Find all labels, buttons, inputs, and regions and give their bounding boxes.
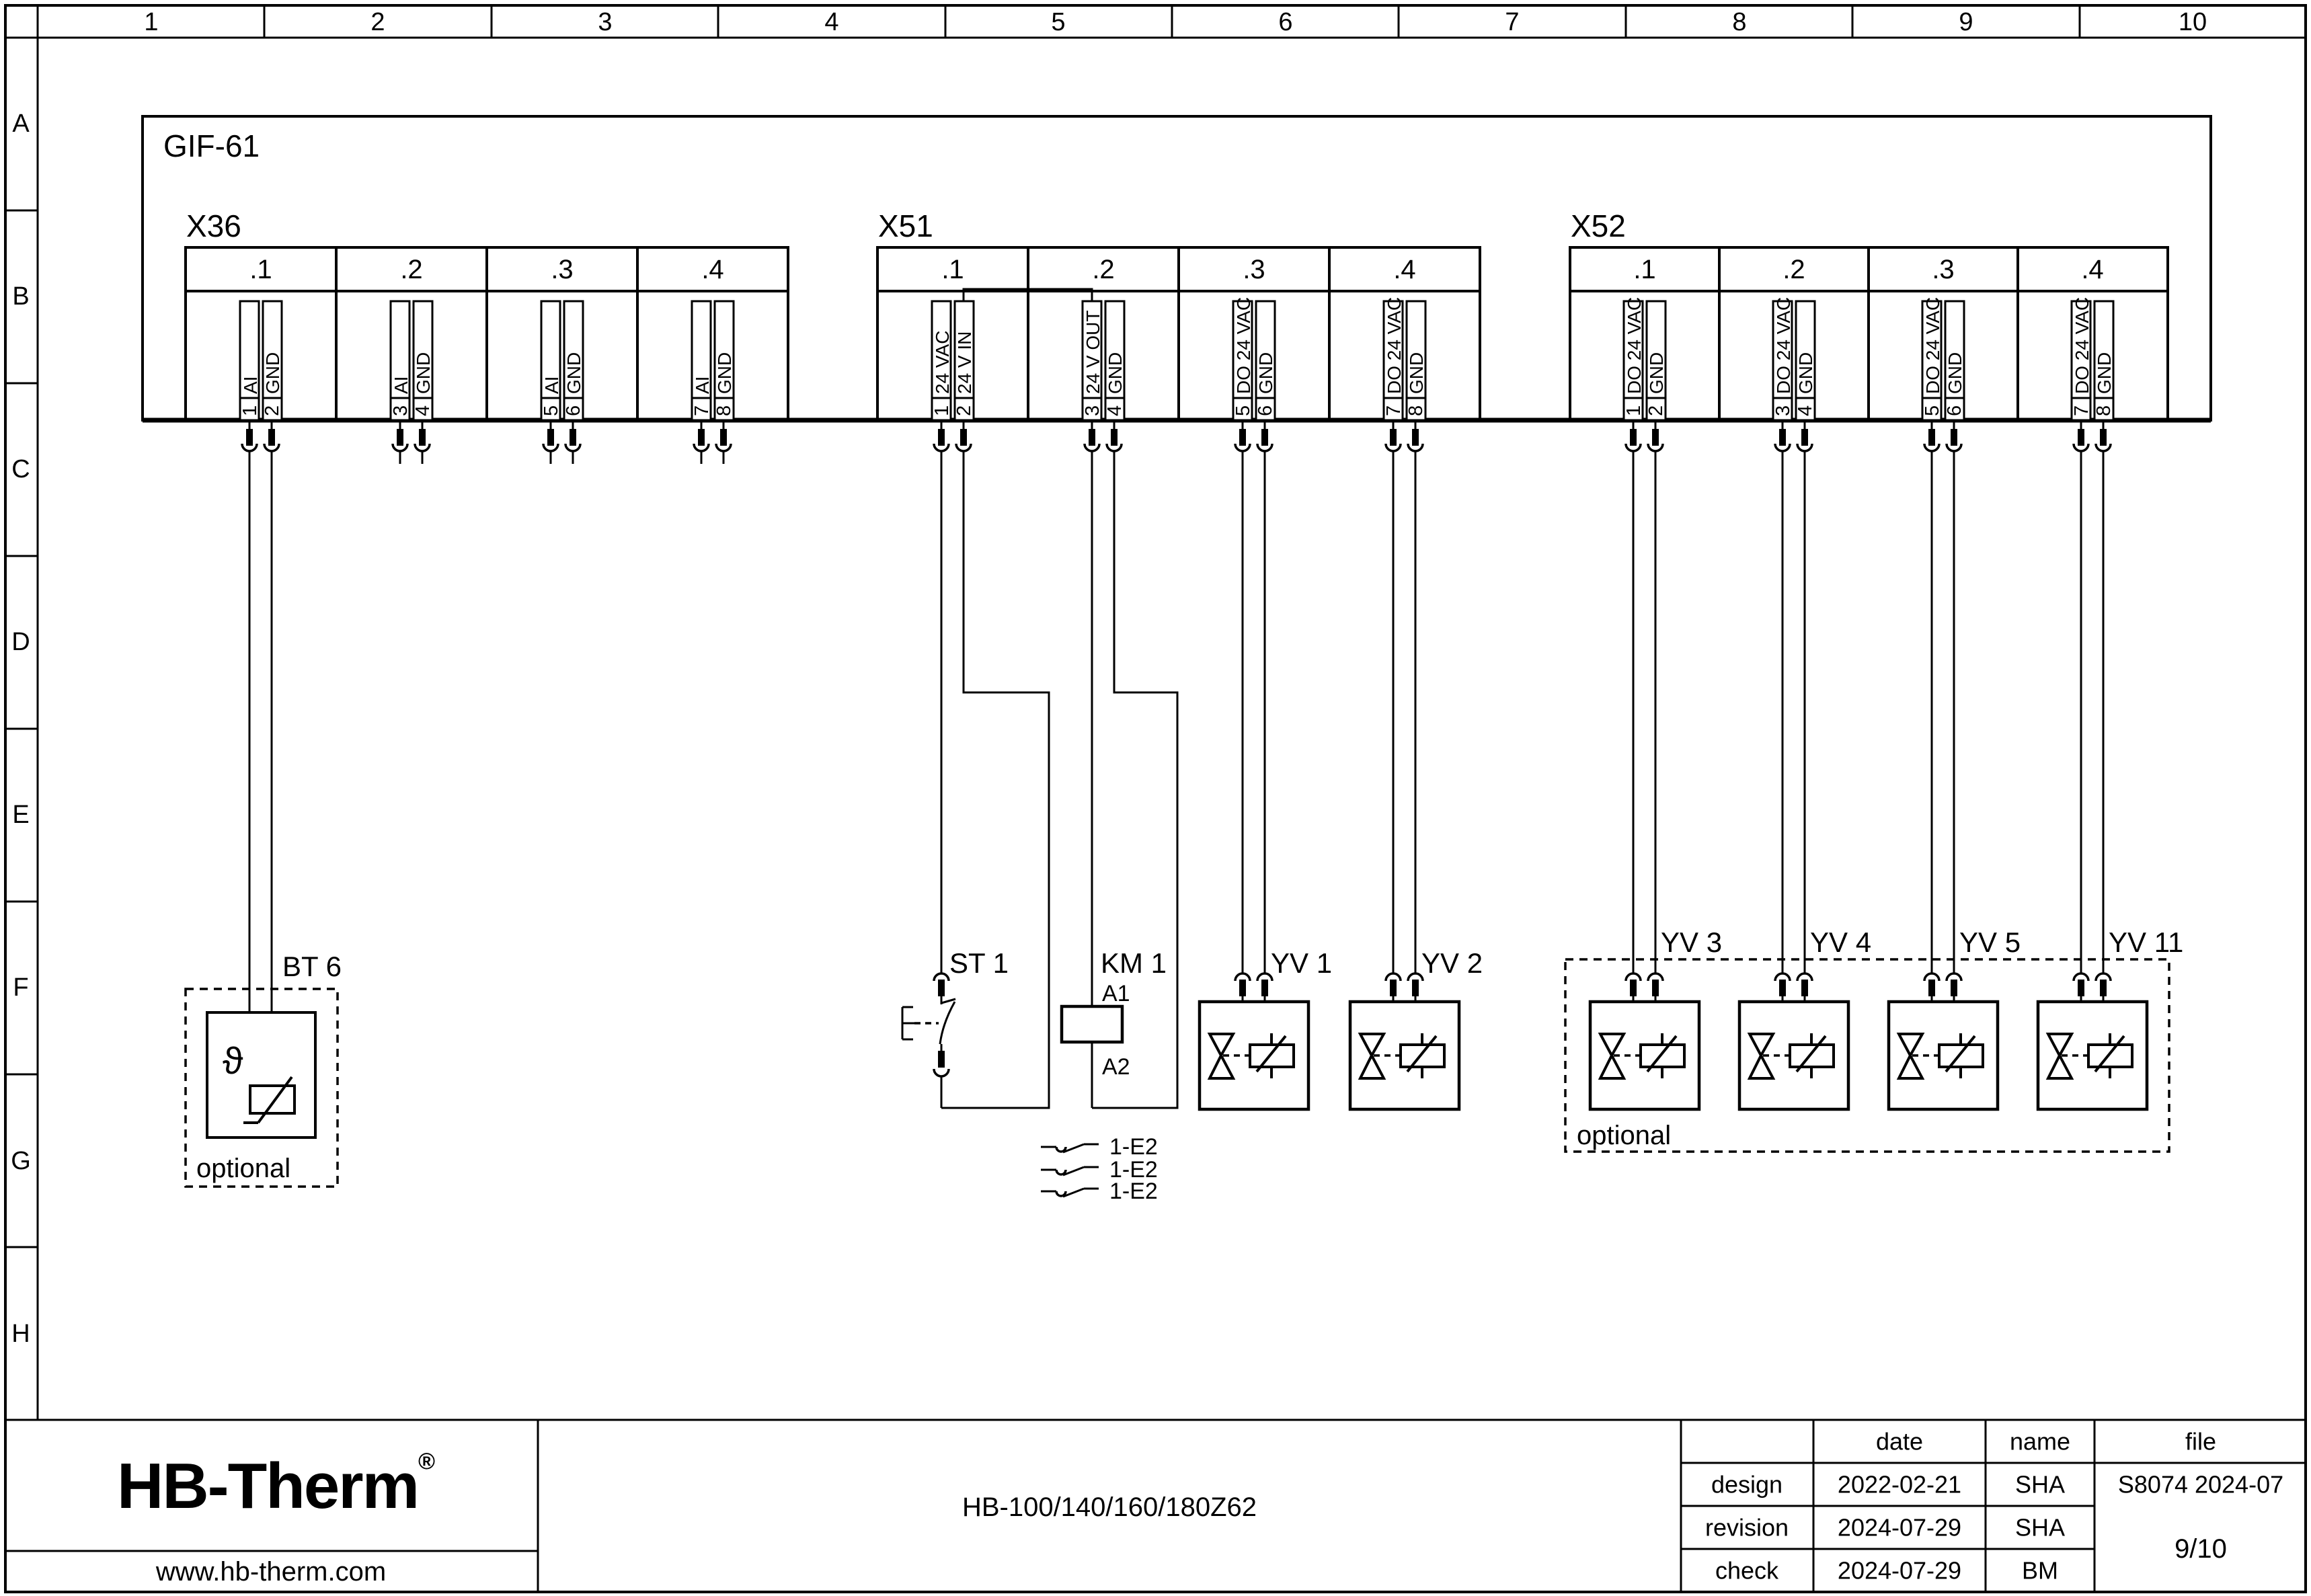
board-connector-pairs	[242, 420, 2111, 464]
row-check-date: 2024-07-29	[1837, 1556, 1962, 1585]
connector-block-x52	[1570, 208, 2168, 420]
svg-text:GND: GND	[413, 352, 434, 394]
svg-text:3: 3	[1772, 405, 1794, 416]
column-label: 6	[1278, 8, 1293, 36]
valve-label: YV 11	[2109, 926, 2184, 958]
row-label: C	[11, 455, 30, 483]
row-check-name: BM	[2022, 1556, 2058, 1585]
svg-text:4: 4	[1104, 405, 1126, 416]
lower-connector-pair	[934, 1051, 949, 1108]
cell-label: .1	[1633, 255, 1656, 284]
row-label: D	[11, 628, 30, 656]
svg-text:DO 24 VAC: DO 24 VAC	[1384, 296, 1405, 394]
svg-text:GND: GND	[1255, 352, 1276, 394]
svg-text:1: 1	[931, 405, 953, 416]
contact-ref-label: 1-E2	[1109, 1134, 1158, 1160]
row-revision-name: SHA	[2014, 1513, 2066, 1542]
svg-text:2: 2	[1645, 405, 1667, 416]
column-label: 8	[1732, 8, 1747, 36]
svg-text:3: 3	[390, 405, 412, 416]
svg-text:6: 6	[1255, 405, 1276, 416]
cell-label: .1	[249, 255, 272, 284]
logo	[117, 1449, 435, 1522]
svg-text:7: 7	[691, 405, 713, 416]
svg-text:AI: AI	[541, 376, 562, 394]
svg-text:3: 3	[1082, 405, 1103, 416]
cell-label: .2	[400, 255, 423, 284]
coil-terminal-a1: A1	[1102, 981, 1130, 1006]
device-gif61	[143, 116, 2211, 420]
row-check-label: check	[1715, 1556, 1779, 1585]
svg-text:5: 5	[1922, 405, 1943, 416]
cell-label: .1	[941, 255, 964, 284]
svg-text:GND: GND	[563, 352, 584, 394]
coil-terminal-a2: A2	[1102, 1054, 1130, 1080]
component-label: KM 1	[1101, 947, 1167, 979]
contact-ref-label: 1-E2	[1109, 1179, 1158, 1204]
svg-text:24 VAC: 24 VAC	[932, 330, 953, 394]
block-label: X51	[878, 208, 933, 243]
column-label: 4	[824, 8, 839, 36]
svg-text:GND: GND	[2094, 352, 2115, 394]
component-label: BT 6	[282, 951, 342, 982]
component-bt6	[186, 951, 342, 1187]
valve-label: YV 5	[1959, 926, 2021, 958]
column-label: 2	[370, 8, 385, 36]
svg-text:8: 8	[713, 405, 735, 416]
svg-text:AI: AI	[692, 376, 713, 394]
th-file: file	[2185, 1427, 2217, 1455]
svg-text:6: 6	[563, 405, 584, 416]
file-value: S8074 2024-07	[2117, 1470, 2284, 1499]
row-label: B	[12, 282, 30, 311]
row-design-date: 2022-02-21	[1837, 1470, 1962, 1499]
title-block	[5, 1420, 2306, 1592]
component-label: ST 1	[949, 947, 1009, 979]
svg-text:1: 1	[1623, 405, 1645, 416]
column-label: 7	[1505, 8, 1520, 36]
optional-group-note: optional	[1577, 1121, 1672, 1150]
th-date: date	[1875, 1427, 1924, 1455]
drawing-frame	[5, 5, 2306, 1592]
svg-text:2: 2	[953, 405, 975, 416]
connector-block-x36	[186, 208, 788, 420]
svg-text:4: 4	[412, 405, 434, 416]
svg-text:GND: GND	[262, 352, 283, 394]
svg-text:24 V OUT: 24 V OUT	[1083, 310, 1103, 394]
row-label: E	[12, 801, 30, 829]
th-name: name	[2009, 1427, 2071, 1455]
contact-cross-references	[1041, 1134, 1158, 1204]
component-st1	[902, 947, 1009, 1108]
svg-text:DO 24 VAC: DO 24 VAC	[1773, 296, 1794, 394]
valves	[1200, 926, 2183, 1152]
row-label: A	[12, 110, 30, 138]
row-label: G	[11, 1147, 31, 1175]
contact-ref-label: 1-E2	[1109, 1157, 1158, 1183]
column-label: 1	[144, 8, 159, 36]
switch-contact-icon	[902, 999, 955, 1052]
svg-text:GND: GND	[1105, 352, 1126, 394]
column-label: 9	[1959, 8, 1973, 36]
svg-text:5: 5	[1232, 405, 1254, 416]
svg-text:7: 7	[1383, 405, 1405, 416]
drawing-title: HB-100/140/160/180Z62	[962, 1492, 1257, 1522]
block-label: X36	[186, 208, 241, 243]
cell-label: .4	[701, 255, 724, 284]
cell-label: .3	[1243, 255, 1265, 284]
valve-label: YV 1	[1271, 947, 1333, 979]
valve-label: YV 4	[1810, 926, 1872, 958]
theta-symbol: ϑ	[223, 1039, 243, 1082]
website: www.hb-therm.com	[155, 1557, 387, 1587]
row-label: F	[13, 973, 29, 1002]
svg-text:24 V IN: 24 V IN	[954, 331, 975, 394]
row-design-name: SHA	[2014, 1470, 2066, 1499]
svg-text:6: 6	[1944, 405, 1965, 416]
row-design-label: design	[1711, 1470, 1783, 1499]
valve-label: YV 3	[1661, 926, 1723, 958]
row-revision-label: revision	[1705, 1513, 1789, 1542]
component-km1	[1062, 947, 1167, 1080]
column-label: 10	[2178, 8, 2207, 36]
cell-label: .2	[1783, 255, 1805, 284]
column-label: 5	[1051, 8, 1066, 36]
svg-text:4: 4	[1795, 405, 1816, 416]
cell-label: .4	[1393, 255, 1416, 284]
valve-label: YV 2	[1421, 947, 1483, 979]
svg-text:8: 8	[2093, 405, 2115, 416]
svg-text:AI: AI	[240, 376, 261, 394]
svg-text:DO 24 VAC: DO 24 VAC	[1922, 296, 1943, 394]
cell-label: .2	[1092, 255, 1115, 284]
svg-text:GND: GND	[714, 352, 735, 394]
column-label: 3	[598, 8, 613, 36]
cell-label: .3	[1932, 255, 1955, 284]
svg-text:8: 8	[1405, 405, 1427, 416]
row-label: H	[11, 1320, 30, 1348]
svg-text:5: 5	[541, 405, 562, 416]
thermistor-icon	[243, 1077, 295, 1123]
logo-text: HB-Therm	[116, 1450, 419, 1522]
logo-registered-mark: ®	[418, 1449, 436, 1474]
page-number: 9/10	[2175, 1534, 2227, 1564]
cell-label: .3	[551, 255, 574, 284]
svg-text:1: 1	[239, 405, 261, 416]
device-label: GIF-61	[163, 128, 260, 163]
row-revision-date: 2024-07-29	[1837, 1513, 1962, 1542]
svg-text:DO 24 VAC: DO 24 VAC	[1624, 296, 1645, 394]
optional-note: optional	[196, 1154, 291, 1183]
column-strip	[144, 5, 2207, 38]
cell-label: .4	[2081, 255, 2104, 284]
svg-text:GND: GND	[1406, 352, 1427, 394]
connector-block-x51	[877, 208, 1480, 420]
svg-text:DO 24 VAC: DO 24 VAC	[1233, 296, 1254, 394]
block-label: X52	[1571, 208, 1626, 243]
svg-text:GND: GND	[1795, 352, 1816, 394]
svg-text:GND: GND	[1945, 352, 1965, 394]
svg-text:GND: GND	[1646, 352, 1667, 394]
svg-text:DO 24 VAC: DO 24 VAC	[2072, 296, 2092, 394]
svg-text:2: 2	[262, 405, 283, 416]
svg-text:7: 7	[2071, 405, 2092, 416]
svg-text:AI: AI	[391, 376, 412, 394]
row-strip	[5, 110, 38, 1348]
